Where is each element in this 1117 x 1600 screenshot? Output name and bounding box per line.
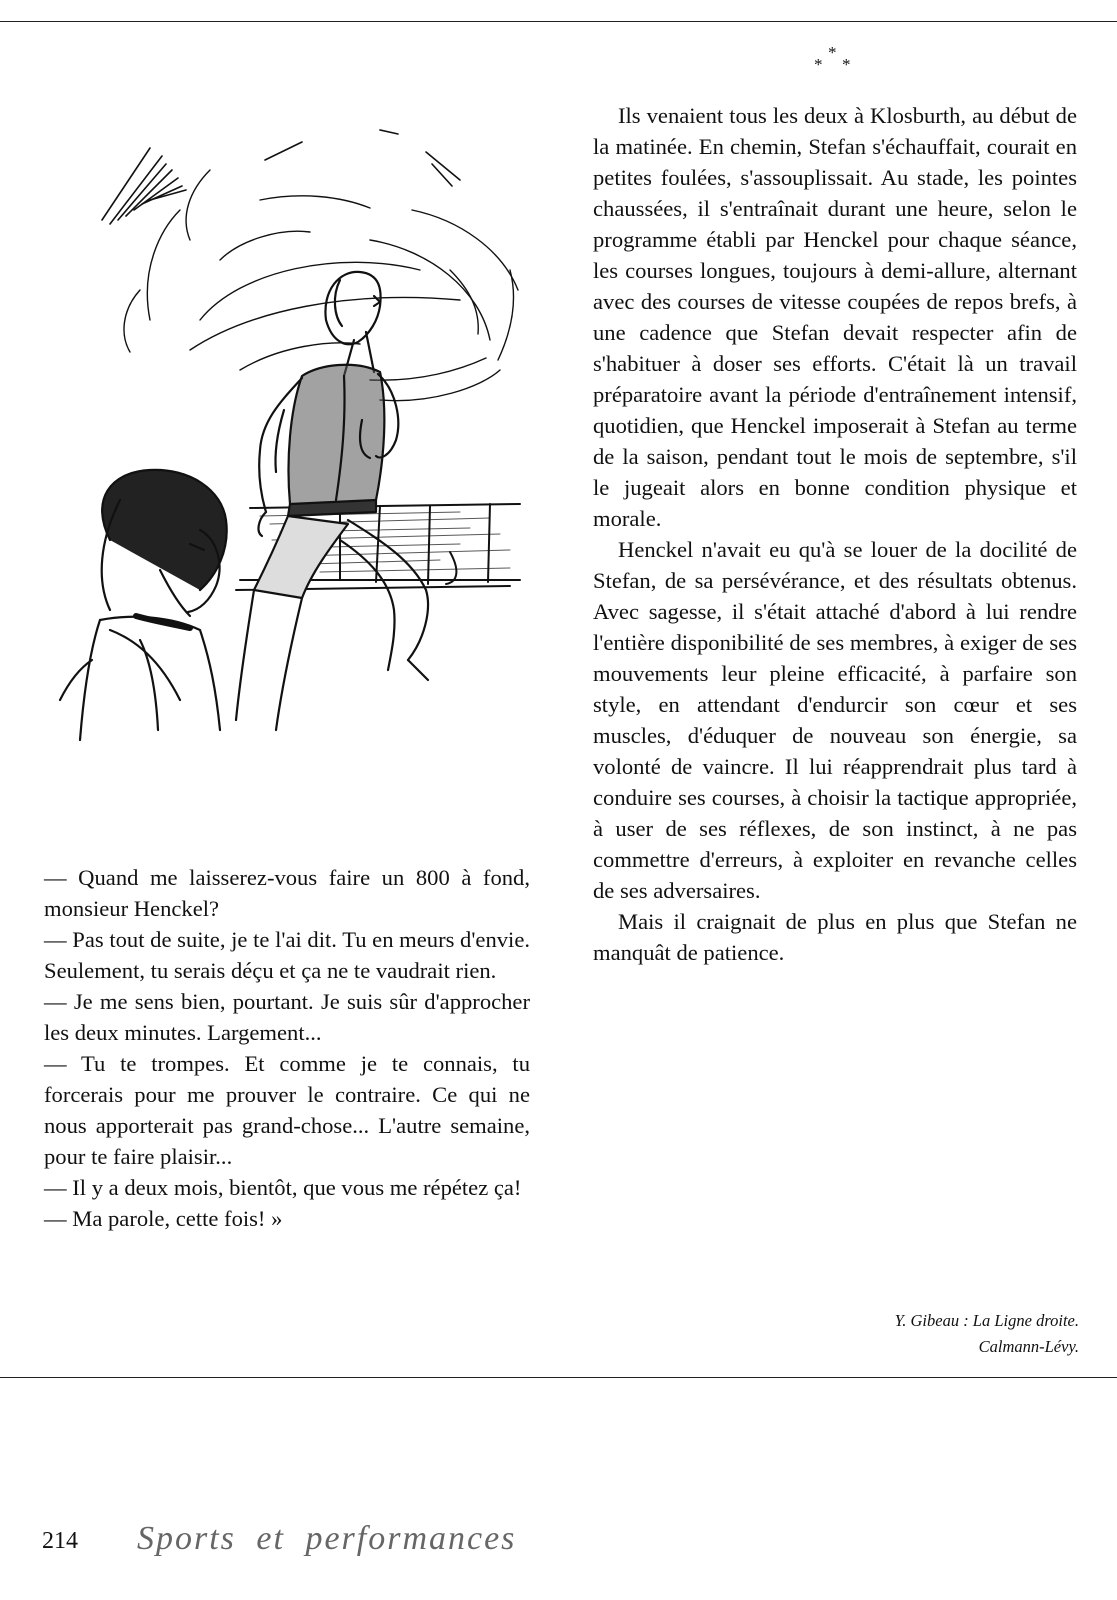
dialogue-line: — Ma parole, cette fois! » <box>44 1206 283 1231</box>
attribution-publisher: Calmann-Lévy. <box>978 1337 1079 1356</box>
dialogue-line: — Il y a deux mois, bientôt, que vous me répétez ça! <box>44 1175 522 1200</box>
source-attribution <box>679 1308 1079 1360</box>
dialogue-line: — Tu te trompes. Et comme je te connais, tu forcerais pour me prouver le contraire. Ce qui ne nous apporterait pas grand-chose... L'autre semaine, pour te faire plaisir... <box>44 1051 530 1169</box>
page-number: 214 <box>42 1528 78 1554</box>
dialogue-line: — Pas tout de suite, je te l'ai dit. Tu en meurs d'envie. Seulement, tu serais déçu et ça ne te vaudrait rien. <box>44 927 530 983</box>
ornament-star: * <box>814 55 823 74</box>
narrative-paragraph: Mais il craignait de plus en plus que Stefan ne manquât de patience. <box>593 909 1077 965</box>
runner-illustration <box>40 120 540 770</box>
dialogue-column <box>44 862 530 1234</box>
narrative-paragraph: Ils venaient tous les deux à Klosburth, au début de la matinée. En chemin, Stefan s'échauffait, courait en petites foulées, s'assouplissait. Au stade, les pointes chaussées, il s'entraînait durant une heure, selon le programme établi par Henckel pour chaque séance, les courses longues, toujours à demi-allure, alternant avec des courses de vitesse coupées de repos brefs, à une cadence que Stefan devait respecter afin de s'habituer à doser ses efforts. C'était là un travail préparatoire avant la période d'entraînement intensif, quotidien, que Henckel imposerait à Stefan au terme de la saison, pendant tout le mois de septembre, s'il le jugeait alors en bonne condition physique et morale. <box>593 103 1077 531</box>
bottom-rule <box>0 1377 1117 1378</box>
asterism-ornament <box>812 44 862 74</box>
narrative-paragraph: Henckel n'avait eu qu'à se louer de la docilité de Stefan, de sa persévérance, et des résultats obtenus. Avec sagesse, il s'était attaché d'abord à lui rendre l'entière disponibilité de ses membres, à exiger de ses mouvements leur pleine efficacité, à parfaire son style, en attendant d'endurcir son cœur et ses muscles, d'éduquer de nouveau son énergie, sa volonté de vaincre. Il lui réapprendrait plus tard à conduire ses courses, à choisir la tactique appropriée, à user de ses réflexes, de son instinct, à ne pas commettre d'erreurs, à exploiter en revanche celles de ses adversaires. <box>593 537 1077 903</box>
running-title: Sports et performances <box>137 1520 517 1557</box>
narrative-column <box>593 100 1077 968</box>
dialogue-line: — Quand me laisserez-vous faire un 800 à fond, monsieur Henckel? <box>44 865 530 921</box>
top-rule <box>0 21 1117 22</box>
page-footer <box>42 1520 742 1560</box>
ornament-star: * <box>842 55 851 74</box>
dialogue-line: — Je me sens bien, pourtant. Je suis sûr d'approcher les deux minutes. Largement... <box>44 989 530 1045</box>
attribution-author-title: Y. Gibeau : La Ligne droite. <box>894 1311 1079 1330</box>
ornament-star: * <box>828 43 837 62</box>
